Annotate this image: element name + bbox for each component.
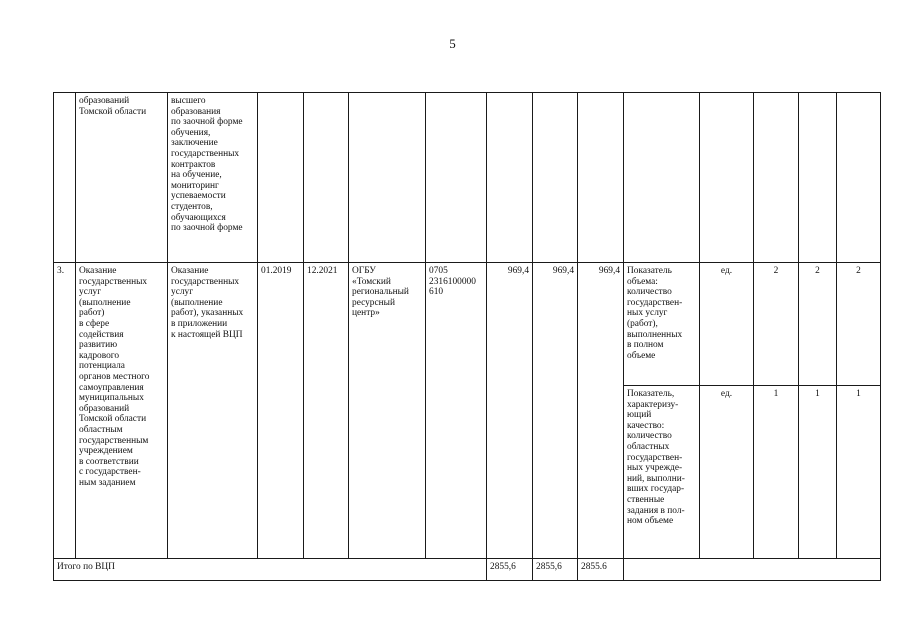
- cell-value: 1: [754, 386, 799, 559]
- cell-amount: 969,4: [578, 263, 624, 559]
- cell-value: 2: [799, 263, 837, 386]
- cell-indicator: Показатель объема: количество государствен- ных услуг (работ), выполненных в полном объеме: [624, 263, 700, 386]
- cell-value: [837, 93, 881, 263]
- total-label: Итого по ВЦП: [54, 559, 487, 581]
- cell-amount: [487, 93, 533, 263]
- cell-amount: 969,4: [487, 263, 533, 559]
- cell-value: [754, 93, 799, 263]
- table-row: [54, 93, 881, 263]
- cell-executor: ОГБУ «Томский региональный ресурсный центр»: [349, 263, 426, 559]
- cell-amount: [533, 93, 578, 263]
- cell-end: [304, 93, 349, 263]
- cell-indicator: Показатель, характеризу- ющий качество: количество областных государствен- ных учрежде- ний, выполни- вших государ- ственные задания в пол- ном объеме: [624, 386, 700, 559]
- cell-value: 2: [754, 263, 799, 386]
- total-amount: 2855,6: [487, 559, 533, 581]
- cell-number: [54, 93, 76, 263]
- total-empty: [624, 559, 881, 581]
- page-number: 5: [449, 36, 456, 51]
- cell-value: 1: [837, 386, 881, 559]
- cell-name: образований Томской области: [76, 93, 168, 263]
- cell-start: 01.2019: [258, 263, 304, 559]
- cell-value: 1: [799, 386, 837, 559]
- cell-value: 2: [837, 263, 881, 386]
- cell-activity: Оказание государственных услуг (выполнение работ), указанных в приложении к настоящей ВЦП: [168, 263, 258, 559]
- cell-executor: [349, 93, 426, 263]
- cell-code: 0705 2316100000 610: [426, 263, 487, 559]
- cell-unit: [700, 93, 754, 263]
- cell-amount: [578, 93, 624, 263]
- cell-code: [426, 93, 487, 263]
- cell-number: 3.: [54, 263, 76, 559]
- total-amount: 2855,6: [533, 559, 578, 581]
- program-table: [53, 92, 881, 581]
- cell-start: [258, 93, 304, 263]
- cell-unit: ед.: [700, 263, 754, 386]
- table-row: [54, 263, 881, 386]
- cell-name: Оказание государственных услуг (выполнение работ) в сфере содействия развитию кадрового потенциала органов местного самоуправления муниципальных образований Томской области областным государственным учреждением в соответствии с государствен- ным заданием: [76, 263, 168, 559]
- cell-unit: ед.: [700, 386, 754, 559]
- table-row: [54, 559, 881, 581]
- cell-indicator: [624, 93, 700, 263]
- total-amount: 2855.6: [578, 559, 624, 581]
- cell-end: 12.2021: [304, 263, 349, 559]
- cell-value: [799, 93, 837, 263]
- cell-amount: 969,4: [533, 263, 578, 559]
- cell-activity: высшего образования по заочной форме обучения, заключение государственных контрактов на обучение, мониторинг успеваемости студентов, обучающихся по заочной форме: [168, 93, 258, 263]
